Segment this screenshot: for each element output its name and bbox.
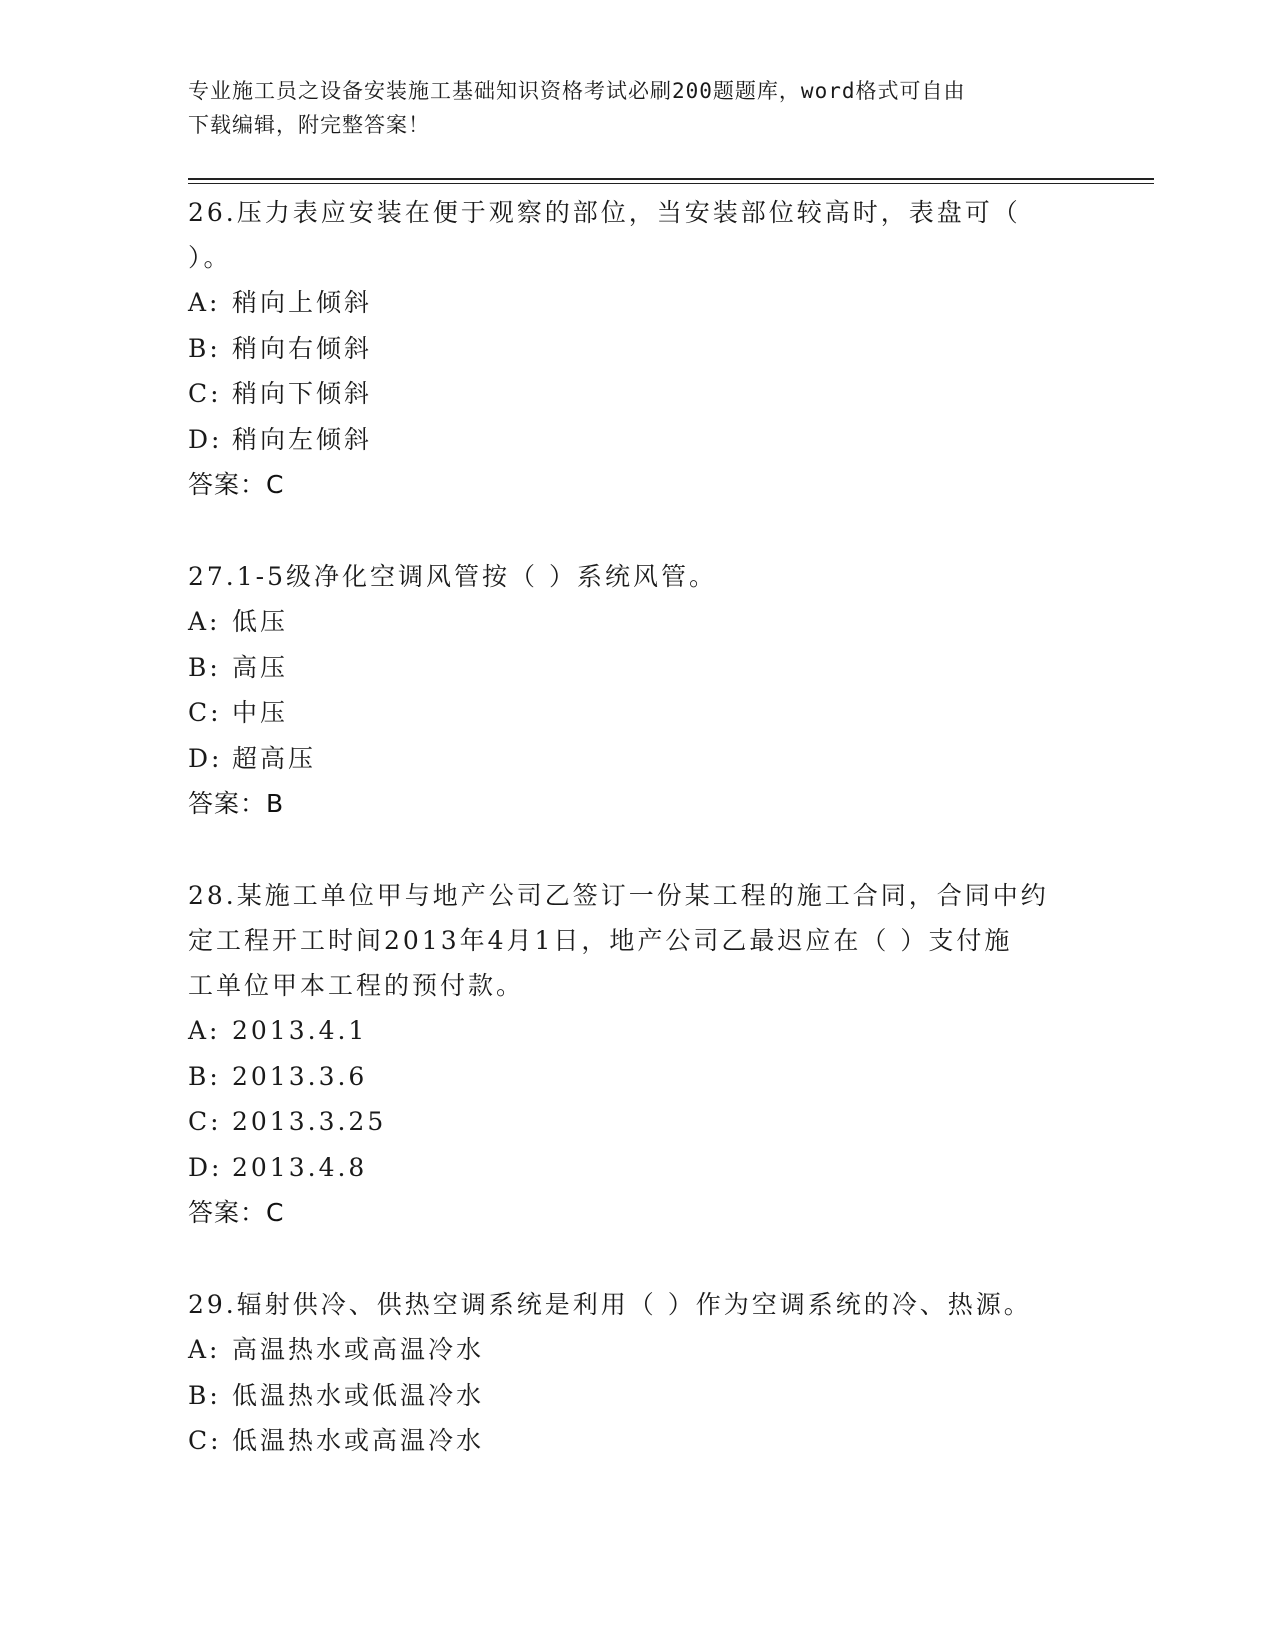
- question-block: [188, 554, 1088, 826]
- option-row: [188, 736, 1088, 782]
- option-key: C:: [188, 1107, 222, 1136]
- option-row: [188, 417, 1088, 463]
- option-text: 低温热水或高温冷水: [232, 1426, 485, 1455]
- option-key: B:: [188, 1061, 221, 1091]
- option-row: [188, 1008, 1088, 1054]
- option-text: 低温热水或低温冷水: [232, 1380, 485, 1410]
- option-text: 稍向左倾斜: [232, 424, 373, 454]
- option-key: C:: [188, 1426, 222, 1455]
- option-key: D:: [188, 424, 223, 454]
- option-text: 高压: [232, 652, 289, 682]
- question-stem-line: 27.1-5级净化空调风管按（ ）系统风管。: [188, 562, 717, 591]
- option-row: [188, 1373, 1088, 1419]
- option-key: C:: [188, 379, 222, 408]
- header-divider-thick: [188, 178, 1154, 180]
- option-row: [188, 645, 1088, 691]
- option-key: A:: [188, 607, 221, 636]
- option-key: D:: [188, 743, 223, 773]
- answer-line: 答案：C: [188, 470, 285, 499]
- option-text: 超高压: [232, 743, 317, 773]
- option-text: 高温热水或高温冷水: [232, 1335, 485, 1364]
- question-stem-line: 定工程开工时间2013年4月1日，地产公司乙最迟应在（ ）支付施: [188, 926, 1013, 955]
- answer-line: 答案：C: [188, 1198, 285, 1227]
- option-key: B:: [188, 333, 221, 363]
- option-key: B:: [188, 652, 221, 682]
- header-divider-thin: [188, 183, 1154, 184]
- answer-line: 答案：B: [188, 789, 285, 818]
- option-row: [188, 1145, 1088, 1191]
- option-key: D:: [188, 1152, 223, 1182]
- option-row: [188, 371, 1088, 417]
- option-row: [188, 1099, 1088, 1145]
- header-line-1: 专业施工员之设备安装施工基础知识资格考试必刷200题题库，word格式可自由: [188, 79, 966, 103]
- question-stem-line: ）。: [188, 243, 232, 272]
- option-text: 2013.4.8: [232, 1152, 368, 1182]
- header-line-2: 下载编辑，附完整答案！: [188, 113, 430, 137]
- option-key: A:: [188, 1016, 221, 1045]
- option-row: [188, 326, 1088, 372]
- option-text: 2013.3.6: [232, 1061, 368, 1091]
- option-text: 稍向下倾斜: [232, 379, 373, 408]
- option-key: A:: [188, 1335, 221, 1364]
- option-key: C:: [188, 698, 222, 727]
- option-text: 中压: [232, 698, 289, 727]
- option-row: [188, 1327, 1088, 1373]
- option-key: B:: [188, 1380, 221, 1410]
- option-row: [188, 690, 1088, 736]
- question-stem-line: 29.辐射供冷、供热空调系统是利用（ ）作为空调系统的冷、热源。: [188, 1290, 1032, 1319]
- question-spacer: [188, 826, 1088, 873]
- option-row: [188, 599, 1088, 645]
- option-row: [188, 1054, 1088, 1100]
- option-row: [188, 1418, 1088, 1464]
- question-stem-line: 工单位甲本工程的预付款。: [188, 971, 525, 1000]
- question-stem-line: 26.压力表应安装在便于观察的部位，当安装部位较高时，表盘可（: [188, 198, 1021, 227]
- option-text: 2013.3.25: [232, 1107, 387, 1136]
- option-text: 稍向上倾斜: [232, 288, 373, 317]
- option-text: 2013.4.1: [232, 1016, 368, 1045]
- option-text: 低压: [232, 607, 289, 636]
- question-stem-line: 28.某施工单位甲与地产公司乙签订一份某工程的施工合同，合同中约: [188, 881, 1049, 910]
- question-block: [188, 873, 1088, 1235]
- question-list: [188, 190, 1088, 1464]
- document-header: [188, 74, 1068, 142]
- option-key: A:: [188, 288, 221, 317]
- question-block: [188, 1282, 1088, 1464]
- question-spacer: [188, 507, 1088, 554]
- option-row: [188, 280, 1088, 326]
- question-spacer: [188, 1235, 1088, 1282]
- question-block: [188, 190, 1088, 507]
- option-text: 稍向右倾斜: [232, 333, 373, 363]
